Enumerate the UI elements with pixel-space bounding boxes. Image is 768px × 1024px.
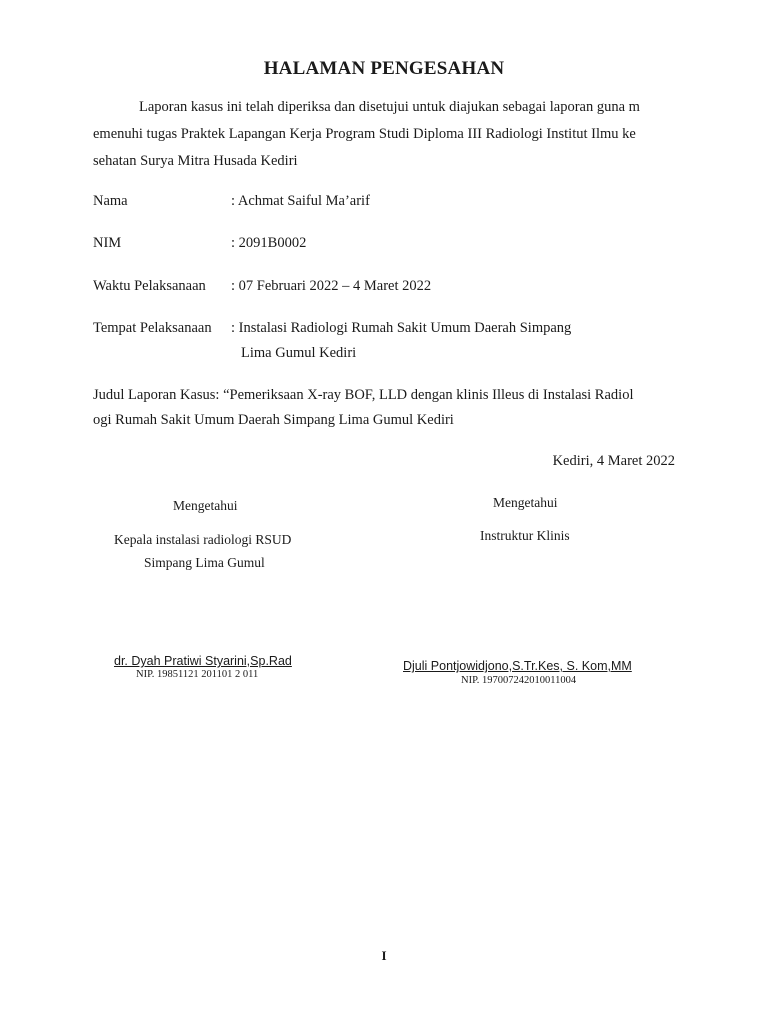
nama-label: Nama <box>93 193 128 209</box>
nama-value: : Achmat Saiful Ma’arif <box>231 193 370 209</box>
left-signatory-nip: NIP. 19851121 201101 2 011 <box>136 669 259 680</box>
left-role-line-1: Kepala instalasi radiologi RSUD <box>114 532 292 547</box>
intro-line-1: Laporan kasus ini telah diperiksa dan disetujui untuk diajukan sebagai laporan guna m <box>139 99 640 115</box>
tempat-value-line-1: : Instalasi Radiologi Rumah Sakit Umum Daerah Simpang <box>231 320 572 336</box>
page-number: I <box>381 948 387 963</box>
intro-line-3: sehatan Surya Mitra Husada Kediri <box>93 153 298 169</box>
right-role: Instruktur Klinis <box>480 528 570 543</box>
nim-value: : 2091B0002 <box>231 235 307 251</box>
tempat-label: Tempat Pelaksanaan <box>93 320 212 336</box>
right-signatory-name: Djuli Pontjowidjono,S.Tr.Kes, S. Kom,MM <box>403 659 632 673</box>
waktu-label: Waktu Pelaksanaan <box>93 278 206 294</box>
judul-line-2: ogi Rumah Sakit Umum Daerah Simpang Lima Gumul Kediri <box>93 412 454 428</box>
waktu-value: : 07 Februari 2022 – 4 Maret 2022 <box>231 278 432 294</box>
page-title: HALAMAN PENGESAHAN <box>263 58 505 79</box>
place-date: Kediri, 4 Maret 2022 <box>552 453 675 469</box>
right-mengetahui: Mengetahui <box>493 495 558 510</box>
left-mengetahui: Mengetahui <box>173 498 238 513</box>
nim-label: NIM <box>93 235 122 251</box>
left-role-line-2: Simpang Lima Gumul <box>144 555 265 570</box>
right-signatory-nip: NIP. 197007242010011004 <box>461 675 577 686</box>
tempat-value-line-2: Lima Gumul Kediri <box>241 345 357 361</box>
left-signatory-name: dr. Dyah Pratiwi Styarini,Sp.Rad <box>114 654 292 668</box>
judul-line-1: Judul Laporan Kasus: “Pemeriksaan X-ray BOF, LLD dengan klinis Illeus di Instalasi Radiol <box>93 387 634 403</box>
intro-line-2: emenuhi tugas Praktek Lapangan Kerja Program Studi Diploma III Radiologi Institut Ilmu ke <box>93 126 636 142</box>
